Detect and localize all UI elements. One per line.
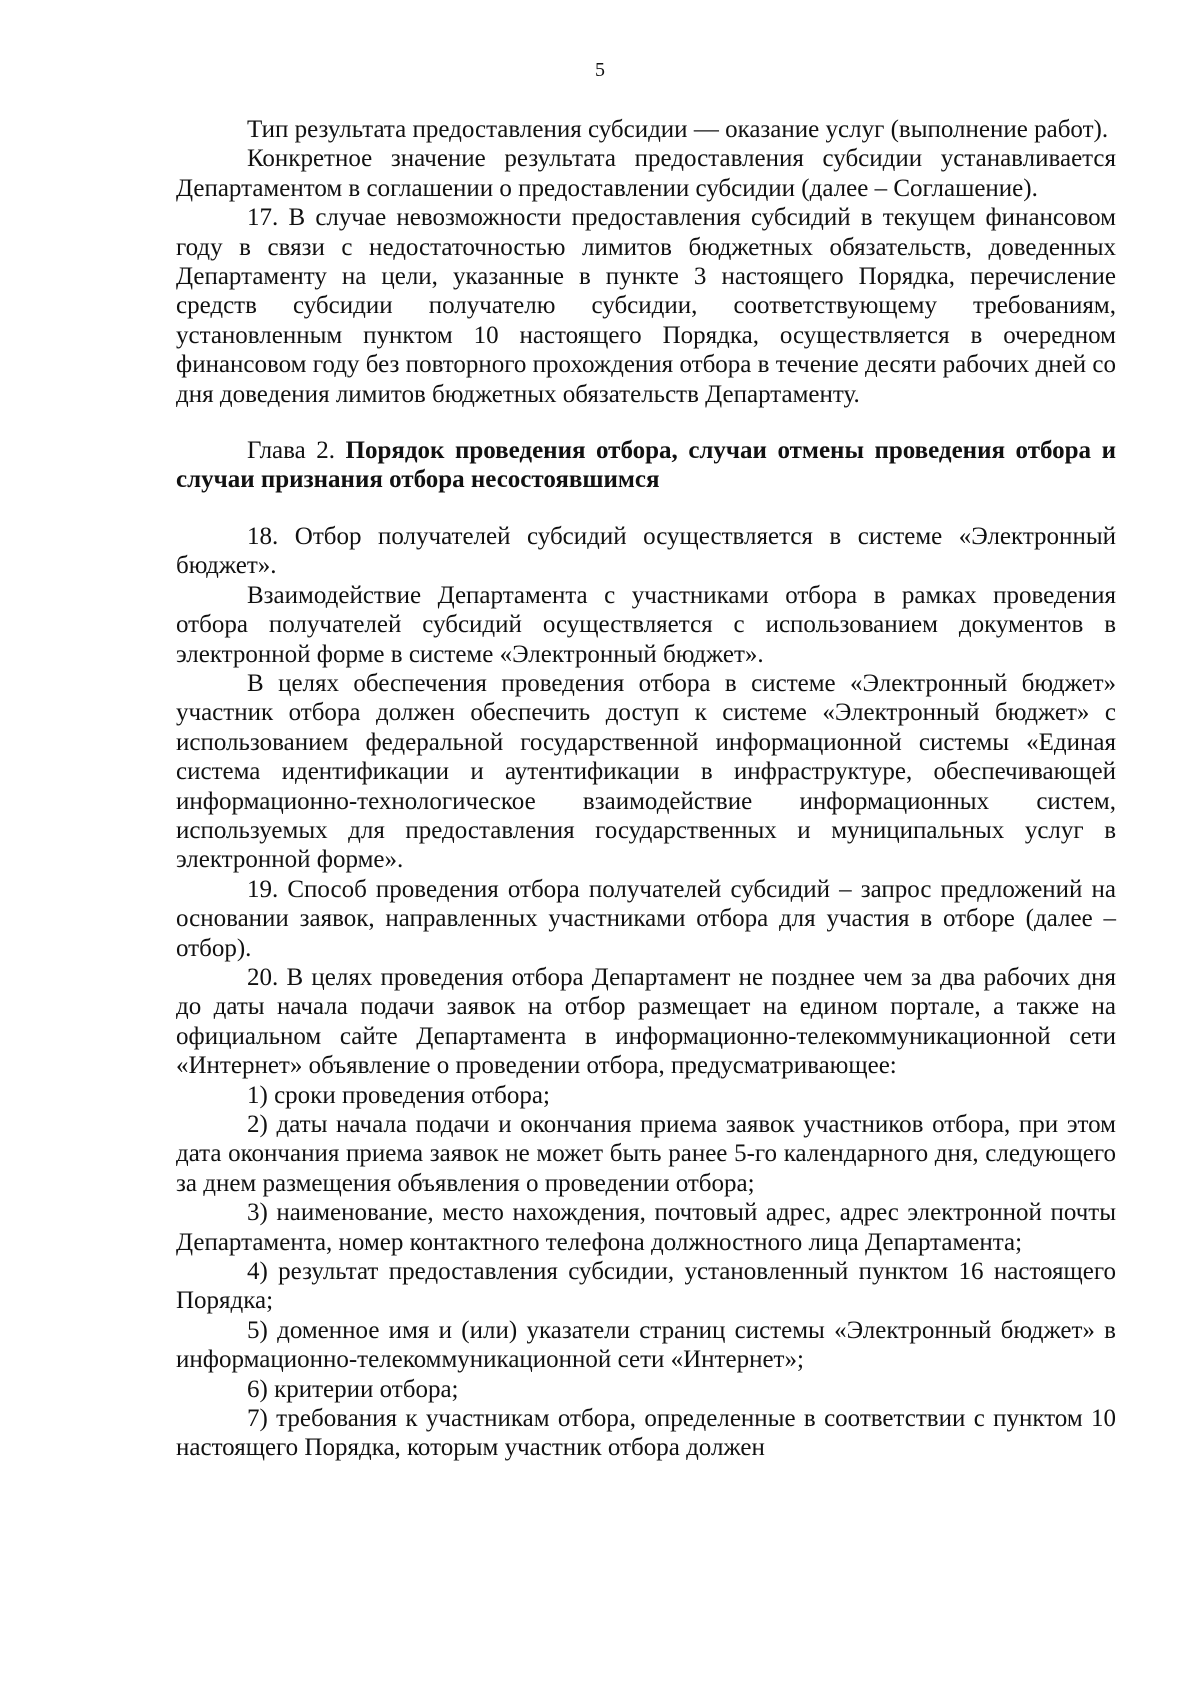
list-item: 6) критерии отбора; xyxy=(247,1375,459,1403)
paragraph-result-type: Тип результата предоставления субсидии — оказание услуг (выполнение работ). xyxy=(247,116,1109,143)
chapter-label: Глава 2. xyxy=(247,437,346,465)
paragraph-20: 20. В целях проведения отбора Департамент не позднее чем за два рабочих дня до даты начала подачи заявок на отбор размещает на едином портале, а также на официальном сайте Департамента в информационно-телекоммуникационной сети «Интернет» объявление о проведении отбора, предусматривающее: xyxy=(176,963,1116,1080)
paragraph-result-value: Конкретное значение результата предоставления субсидии устанавливается Департаментом в соглашении о предоставлении субсидии (далее – Соглашение). xyxy=(176,145,1116,202)
list-item: 2) даты начала подачи и окончания приема заявок участников отбора, при этом дата окончания приема заявок не может быть ранее 5-го календарного дня, следующего за днем размещения объявления о проведении отбора; xyxy=(176,1111,1116,1197)
document-body xyxy=(176,115,1116,1463)
paragraph-17: 17. В случае невозможности предоставления субсидий в текущем финансовом году в связи с недостаточностью лимитов бюджетных обязательств, доведенных Департаменту на цели, указанные в пункте 3 настоящего Порядка, перечисление средств субсидии получателю субсидии, соответствующему требованиям, установленным пунктом 10 настоящего Порядка, осуществляется в очередном финансовом году без повторного прохождения отбора в течение десяти рабочих дней со дня доведения лимитов бюджетных обязательств Департаменту. xyxy=(176,204,1116,408)
list-item: 3) наименование, место нахождения, почтовый адрес, адрес электронной почты Департамента, номер контактного телефона должностного лица Департамента; xyxy=(176,1199,1116,1256)
page-number: 5 xyxy=(595,59,605,81)
list-item: 7) требования к участникам отбора, определенные в соответствии с пунктом 10 настоящего Порядка, которым участник отбора должен xyxy=(176,1405,1116,1462)
chapter-heading xyxy=(176,436,1116,495)
paragraph-18: 18. Отбор получателей субсидий осуществляется в системе «Электронный бюджет». xyxy=(176,522,1116,580)
paragraph-19: 19. Способ проведения отбора получателей субсидий – запрос предложений на основании заявок, направленных участниками отбора для участия в отборе (далее – отбор). xyxy=(176,875,1116,962)
list-item: 1) сроки проведения отбора; xyxy=(247,1081,550,1109)
paragraph-18-access: В целях обеспечения проведения отбора в системе «Электронный бюджет» участник отбора должен обеспечить доступ к системе «Электронный бюджет» с использованием федеральной государственной информационной системы «Единая система идентификации и аутентификации в инфраструктуре, обеспечивающей информационно-технологическое взаимодействие информационных систем, используемых для предоставления государственных и муниципальных услуг в электронной форме». xyxy=(176,669,1116,874)
list-item: 5) доменное имя и (или) указатели страниц системы «Электронный бюджет» в информационно-телекоммуникационной сети «Интернет»; xyxy=(176,1316,1116,1374)
list-item: 4) результат предоставления субсидии, установленный пунктом 16 настоящего Порядка; xyxy=(176,1258,1116,1315)
chapter-title: Порядок проведения отбора, случаи отмены проведения отбора и случаи признания отбора несостоявшимся xyxy=(176,437,1116,494)
paragraph-18-interaction: Взаимодействие Департамента с участниками отбора в рамках проведения отбора получателей субсидий осуществляется с использованием документов в электронной форме в системе «Электронный бюджет». xyxy=(176,581,1116,668)
